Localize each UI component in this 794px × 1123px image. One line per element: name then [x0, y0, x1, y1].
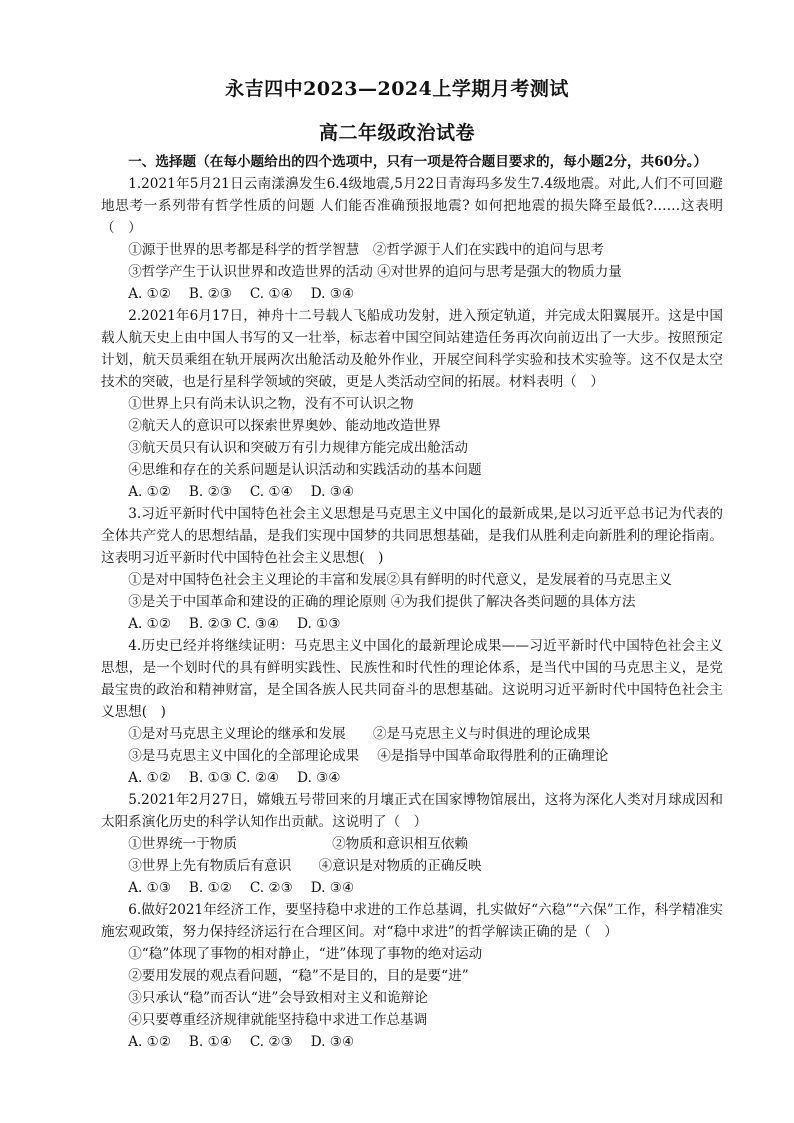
- question-option-line: ①世界统一于物质 ②物质和意识相互依赖: [128, 836, 469, 852]
- question-answer-choices: A. ①② B. ②③ C. ①④ D. ③④: [128, 484, 355, 500]
- question-option-line: ④思维和存在的关系问题是认识活动和实践活动的基本问题: [128, 462, 482, 478]
- question-option-line: ③哲学产生于认识世界和改造世界的活动 ④对世界的追问与思考是强大的物质力量: [128, 264, 622, 280]
- question-option-line: ③是关于中国革命和建设的正确的理论原则 ④为我们提供了解决各类问题的具体方法: [128, 594, 636, 610]
- question-option-line: ③世界上先有物质后有意识 ④意识是对物质的正确反映: [128, 858, 482, 874]
- exam-content: [101, 151, 723, 1053]
- question-5: [101, 789, 723, 899]
- section-heading: 一、选择题（在每小题给出的四个选项中，只有一项是符合题目要求的，每小题2分，共60分。）: [128, 154, 708, 170]
- question-answer-choices: A. ①② B. ②③ C. ③④ D. ①③: [128, 616, 341, 632]
- question-stem: 5.2021年2月27日，嫦娥五号带回来的月壤正式在国家博物馆展出，这将为深化人类对月球成因和太阳系演化历史的科学认知作出贡献。这说明了（ ）: [101, 792, 723, 830]
- question-answer-choices: A. ①② B. ①④ C. ②③ D. ③④: [128, 1034, 355, 1050]
- question-option-line: ①是对马克思主义理论的继承和发展 ②是马克思主义与时俱进的理论成果: [128, 726, 591, 742]
- question-stem: 2.2021年6月17日，神舟十二号载人飞船成功发射，进入预定轨道，并完成太阳翼展开。这是中国载人航天史上由中国人书写的又一壮举，标志着中国空间站建造任务再次向前迈出了一大步。按照预定计划，航天员乘组在轨开展两次出舱活动及舱外作业，开展空间科学实验和技术实验等。这不仅是太空技术的突破，也是行星科学领域的突破，更是人类活动空间的拓展。材料表明（ ）: [101, 308, 723, 390]
- question-option-line: ①是对中国特色社会主义理论的丰富和发展②具有鲜明的时代意义，是发展着的马克思主义: [128, 572, 672, 588]
- question-option-line: ②航天人的意识可以探索世界奥妙、能动地改造世界: [128, 418, 441, 434]
- question-stem: 6.做好2021年经济工作，要坚持稳中求进的工作总基调，扎实做好“六稳”“六保”工作，科学精准实施宏观政策，努力保持经济运行在合理区间。对“稳中求进”的哲学解读正确的是（ ）: [101, 902, 723, 940]
- question-stem: 3.习近平新时代中国特色社会主义思想是马克思主义中国化的最新成果,是以习近平总书记为代表的全体共产党人的思想结晶，是我们实现中国梦的共同思想基础，是我们从胜利走向新胜利的理论指南。这表明习近平新时代中国特色社会主义思想( ): [101, 506, 723, 566]
- question-option-line: ①源于世界的思考都是科学的哲学智慧 ②哲学源于人们在实践中的追问与思考: [128, 242, 604, 258]
- question-answer-choices: A. ①② B. ②③ C. ①④ D. ③④: [128, 286, 355, 302]
- exam-title: 永吉四中2023—2024上学期月考测试: [225, 78, 569, 100]
- question-3: [101, 503, 723, 635]
- question-stem: 4.历史已经并将继续证明：马克思主义中国化的最新理论成果——习近平新时代中国特色社会主义思想，是一个划时代的具有鲜明实践性、民族性和时代性的理论体系，是当代中国的马克思主义，是党最宝贵的政治和精神财富，是全国各族人民共同奋斗的思想基础。这说明习近平新时代中国特色社会主义思想( ): [101, 638, 723, 720]
- question-4: [101, 635, 723, 789]
- question-option-line: ③航天员只有认识和突破万有引力规律方能完成出舱活动: [128, 440, 469, 456]
- exam-subtitle: 高二年级政治试卷: [318, 122, 475, 144]
- question-option-line: ④只要尊重经济规律就能坚持稳中求进工作总基调: [128, 1012, 428, 1028]
- question-2: [101, 305, 723, 503]
- question-answer-choices: A. ①② B. ①③ C. ②④ D. ③④: [128, 770, 341, 786]
- question-option-line: ③只承认“稳”而否认“进”会导致相对主义和诡辩论: [128, 990, 428, 1006]
- question-option-line: ①世界上只有尚未认识之物，没有不可认识之物: [128, 396, 414, 412]
- question-option-line: ②要用发展的观点看问题，“稳”不是目的，目的是要“进”: [128, 968, 469, 984]
- question-option-line: ③是马克思主义中国化的全部理论成果 ④是指导中国革命取得胜利的正确理论: [128, 748, 609, 764]
- question-option-line: ①“稳”体现了事物的相对静止，“进”体现了事物的绝对运动: [128, 946, 483, 962]
- question-1: [101, 173, 723, 305]
- question-stem: 1.2021年5月21日云南漾濞发生6.4级地震,5月22日青海玛多发生7.4级地震。对此,人们不可回避地思考一系列带有哲学性质的问题 人们能否准确预报地震? 如何把地震的损失降至最低?……这表明（ ）: [101, 176, 723, 236]
- question-6: [101, 899, 723, 1053]
- question-answer-choices: A. ①③ B. ①② C. ②③ D. ③④: [128, 880, 355, 896]
